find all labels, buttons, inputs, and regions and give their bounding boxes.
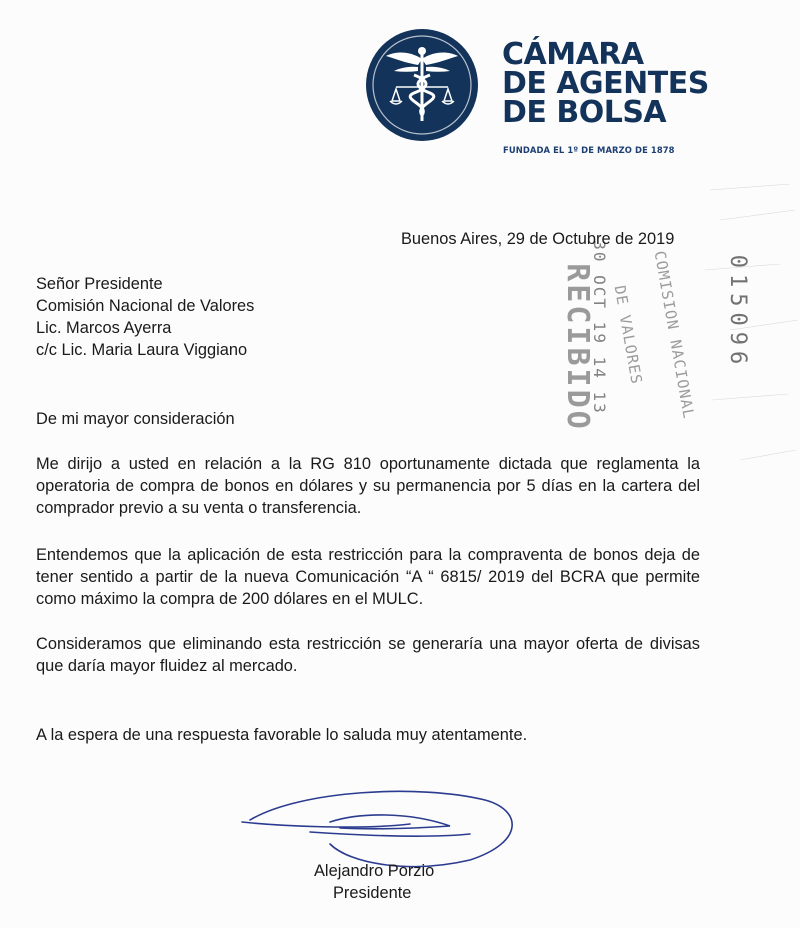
body-paragraph: Me dirijo a usted en relación a la RG 810 oportunamente dictada que reglamenta la operatoria de compra de bonos en dólares y su permanencia por 5 días en la cartera del comprador previo a su venta o transferencia. xyxy=(36,455,700,517)
signatory-title: Presidente xyxy=(333,884,412,902)
org-name-line-3: DE BOLSA xyxy=(502,95,667,130)
recipient-line: Comisión Nacional de Valores xyxy=(36,297,255,315)
body-paragraph: Consideramos que eliminando esta restricción se generaría una mayor oferta de divisas que daría mayor fluidez al mercado. xyxy=(36,635,700,675)
scan-noise xyxy=(700,180,800,500)
letter-date: Buenos Aires, 29 de Octubre de 2019 xyxy=(401,230,675,248)
entry-number-stamp: 015096 xyxy=(725,254,751,371)
cnv-stamp-line-1: COMISION NACIONAL xyxy=(650,249,698,421)
recipient-line: Señor Presidente xyxy=(36,275,163,293)
org-name-line-2: DE AGENTES xyxy=(502,66,709,101)
recipient-line: Lic. Marcos Ayerra xyxy=(36,319,172,337)
salutation: De mi mayor consideración xyxy=(36,410,235,428)
recipient-line: c/c Lic. Maria Laura Viggiano xyxy=(36,341,248,359)
body-paragraph: Entendemos que la aplicación de esta restricción para la compraventa de bonos deja de tener sentido a partir de la nueva Comunicación “A “ 6815/ 2019 del BCRA que permite como máximo la compra de 200 dólares en el MULC. xyxy=(36,546,700,608)
closing-line: A la espera de una respuesta favorable lo saluda muy atentamente. xyxy=(36,726,528,744)
received-stamp: RECIBIDO xyxy=(559,263,595,432)
signatory-name: Alejandro Porzio xyxy=(314,862,435,880)
founded-tagline: FUNDADA EL 1º DE MARZO DE 1878 xyxy=(503,145,675,155)
recipient-block xyxy=(36,273,254,361)
organization-name xyxy=(502,37,709,130)
received-datetime-stamp: 30 OCT 19 14 13 xyxy=(589,240,609,415)
caduceus-seal-icon xyxy=(366,29,478,141)
org-name-line-1: CÁMARA xyxy=(502,37,644,72)
cnv-stamp-line-2: DE VALORES xyxy=(610,284,646,386)
